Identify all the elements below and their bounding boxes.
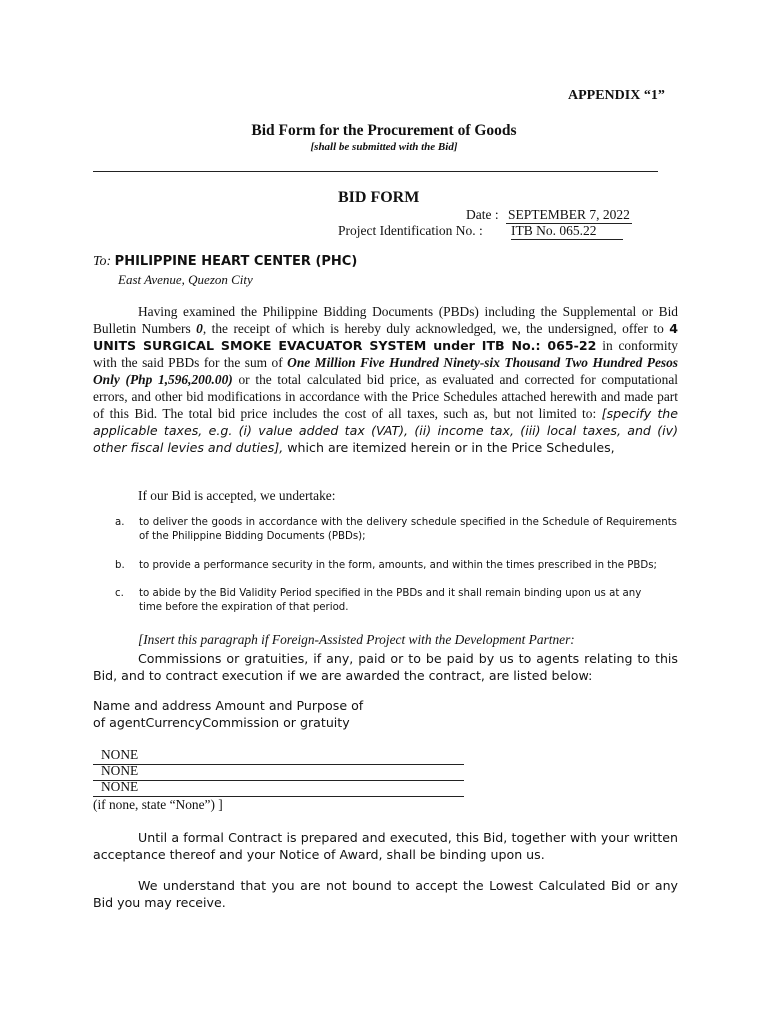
recipient-line: [93, 254, 357, 270]
lowest-bid-paragraph: [93, 877, 678, 911]
commission-entry-line: [93, 780, 464, 797]
taxes-placeholder: [specify the applicable taxes, e.g. (i) value added tax (VAT), (ii) income tax, (iii) local taxes, and (iv) other fiscal levies and duties],: [93, 406, 678, 455]
lowest-bid-text: We understand that you are not bound to accept the Lowest Calculated Bid or any Bid you may receive.: [93, 878, 678, 910]
date-value: SEPTEMBER 7, 2022: [508, 207, 630, 222]
commissions-paragraph: [93, 650, 678, 684]
document-subtitle: [shall be submitted with the Bid]: [310, 141, 458, 153]
commission-entry: NONE: [101, 779, 139, 794]
appendix-label: APPENDIX “1”: [568, 88, 665, 103]
commissions-text: Commissions or gratuities, if any, paid or to be paid by us to agents relating to this Bid, and to contract execution if we are awarded the contract, are listed below:: [93, 651, 678, 683]
commission-header-line2: of agentCurrencyCommission or gratuity: [93, 715, 350, 730]
project-id-value: ITB No. 065.22: [511, 223, 623, 240]
date-label: Date :: [466, 207, 499, 222]
offer-text-d: or the total calculated bid price, as evaluated and corrected for computational errors, and other bid modifications in accordance with the Price Schedules attached herewith and made part of this Bid. The total bid price includes the cost of all taxes, such as, but not limited to:: [93, 372, 678, 421]
offer-text-a: Having examined the Philippine Bidding Documents (PBDs) including the Supplemental or Bid Bulletin Numbers: [93, 304, 678, 336]
commission-entry: NONE: [101, 763, 139, 778]
commission-entry-line: [93, 748, 464, 765]
goods-description: 4 UNITS SURGICAL SMOKE EVACUATOR SYSTEM under ITB No.: 065-22: [93, 321, 679, 353]
offer-paragraph: [93, 303, 678, 456]
offer-text-c: in conformity with the said PBDs for the sum of: [93, 338, 678, 370]
bid-form-heading: BID FORM: [338, 189, 420, 206]
undertaking-mark: b.: [115, 560, 125, 571]
contract-text: Until a formal Contract is prepared and executed, this Bid, together with your written acceptance thereof and your Notice of Award, shall be binding upon us.: [93, 830, 678, 862]
insert-note: [Insert this paragraph if Foreign-Assisted Project with the Development Partner:: [138, 632, 575, 647]
bulletin-number: 0: [196, 321, 203, 336]
undertaking-text: to abide by the Bid Validity Period specified in the PBDs and it shall remain binding upon us at any time before the expiration of that period.: [139, 588, 642, 613]
project-id-label: Project Identification No. :: [338, 223, 483, 238]
offer-text-e: which are itemized herein or in the Price Schedules,: [283, 440, 615, 455]
offer-text-b: , the receipt of which is hereby duly acknowledged, we, the undersigned, offer to: [202, 321, 670, 336]
undertake-intro: If our Bid is accepted, we undertake:: [138, 488, 336, 503]
recipient-address: East Avenue, Quezon City: [118, 272, 253, 287]
recipient-name: PHILIPPINE HEART CENTER (PHC): [114, 254, 358, 269]
contract-paragraph: [93, 829, 678, 863]
commission-table-header: [93, 697, 363, 731]
undertaking-text: to deliver the goods in accordance with the delivery schedule specified in the Schedule of Requirements of the Philippine Bidding Documents (PBDs);: [139, 517, 677, 542]
bid-amount: One Million Five Hundred Ninety-six Thousand Two Hundred Pesos Only (Php 1,596,200.00): [93, 355, 678, 387]
header-divider: [93, 171, 658, 172]
commission-header-line1: Name and address Amount and Purpose of: [93, 698, 364, 713]
document-title: Bid Form for the Procurement of Goods: [251, 122, 517, 139]
to-label: To:: [93, 254, 112, 269]
commission-entry-line: [93, 764, 464, 781]
undertaking-text: to provide a performance security in the form, amounts, and within the times prescribed in the PBDs;: [139, 560, 657, 571]
undertaking-mark: a.: [115, 517, 125, 528]
if-none-note: (if none, state “None”) ]: [93, 797, 223, 812]
undertaking-mark: c.: [115, 588, 124, 599]
commission-entry: NONE: [101, 747, 139, 762]
